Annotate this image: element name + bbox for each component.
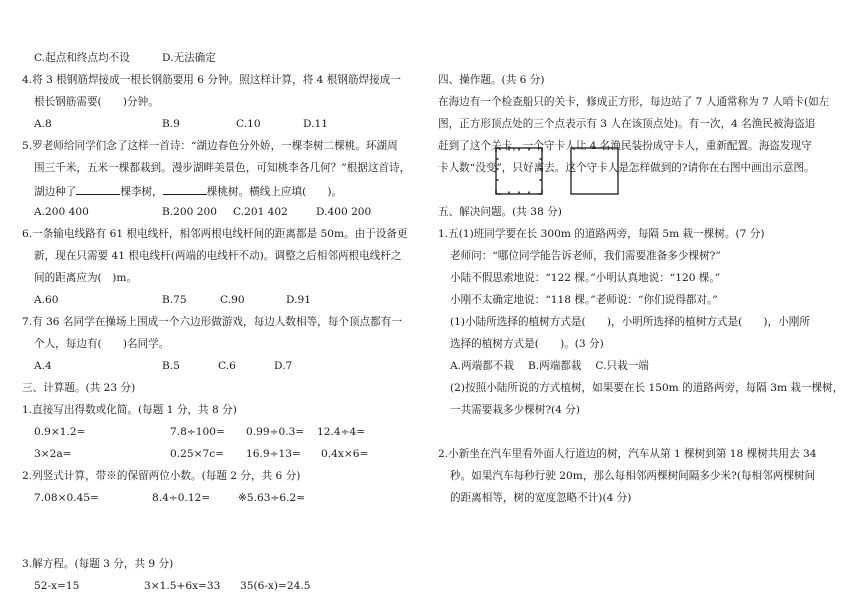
q4-option-b: B.9: [162, 118, 180, 130]
equation-item: 35(6-x)=24.5: [240, 580, 311, 592]
q7-option-b: B.5: [162, 360, 180, 372]
calc-item: 0.4x×6=: [321, 448, 369, 460]
sec4-text-line2: 图，正方形顶点处的三个点表示有 3 人在该顶点处)。有一次，4 名渔民被海盗追: [438, 118, 816, 130]
q5-option-d: D.400 200: [316, 206, 372, 218]
answer-blank: [76, 185, 120, 195]
q7-text-line2: 个人，每边有( )名同学。: [34, 338, 170, 350]
q5-option-a: A.200 400: [34, 206, 89, 218]
calc-item: 0.25×7c=: [170, 448, 225, 460]
sec5-q1-sub2-line2: 一共需要栽多少棵树?(4 分): [450, 404, 580, 416]
sec5-q1-options: A.两端都不栽 B.两端都栽 C.只栽一端: [450, 360, 649, 372]
answer-blank: [163, 185, 207, 195]
q3-option-c: C.起点和终点均不设: [34, 52, 130, 64]
q6-option-b: B.75: [162, 294, 187, 306]
calc-part3-instruction: 3.解方程。(每题 3 分，共 9 分): [22, 558, 174, 570]
sec5-q1-sub2-line1: (2)按照小陆所说的方式植树，如果要在长 150m 的道路两旁，每隔 3m 栽一棵树，: [450, 382, 844, 394]
calc-item: 0.9×1.2=: [34, 426, 86, 438]
vertical-calc-item: 8.4÷0.12=: [152, 492, 211, 504]
section-4-title: 四、操作题。(共 6 分): [438, 74, 545, 86]
sec5-q1-sub1-line2: 选择的植树方式是( )。(3 分): [450, 338, 604, 350]
sec5-q2-line2: 秒。如果汽车每秒行驶 20m，那么每相邻两棵树间隔多少米?(每相邻两棵树间: [450, 470, 816, 482]
sec5-q1-sub1-line1: (1)小陆所选择的植树方式是( )，小明所选择的植树方式是( )，小刚所: [450, 316, 810, 328]
q7-option-d: D.7: [274, 360, 293, 372]
sec5-q1-teacher: 老师问：“哪位同学能告诉老师，我们需要准备多少棵树?”: [450, 250, 721, 262]
q4-text-line2: 根长钢筋需要( )分钟。: [34, 96, 159, 108]
q4-option-a: A.8: [34, 118, 52, 130]
calc-item: 3×2a=: [34, 448, 72, 460]
q6-option-c: C.90: [220, 294, 245, 306]
q5-text-line1: 5.罗老师给同学们念了这样一首诗：“湖边春色分外娇，一棵李树二棵桃。环湖周: [22, 140, 398, 152]
q5-text-line3: [34, 185, 342, 198]
vertical-calc-item: 7.08×0.45=: [34, 492, 99, 504]
q4-option-d: D.11: [303, 118, 328, 130]
sec5-q1-xiaogang: 小刚不太确定地说：“118 棵。”老师说：“你们说得都对。”: [450, 294, 718, 306]
calc-part2-instruction: 2.列竖式计算，带※的保留两位小数。(每题 2 分，共 6 分): [22, 470, 301, 482]
q5-option-c: C.201 402: [233, 206, 288, 218]
q7-option-a: A.4: [34, 360, 52, 372]
q7-option-c: C.6: [218, 360, 236, 372]
sec4-text-line1: 在海边有一个检查船只的关卡，修成正方形，每边站了 7 人通常称为 7 人哨卡(如左: [438, 96, 830, 108]
sec5-q2-line3: 的距离相等，树的宽度忽略不计)(4 分): [450, 492, 632, 504]
q5-text-line2: 围三千米，五米一棵都栽到。漫步湖畔美景色，可知桃李各几何？”根据这首诗，: [34, 162, 411, 174]
sec5-q1-text: 1.五(1)班同学要在长 300m 的道路两旁，每隔 5m 栽一棵树。(7 分): [438, 228, 765, 240]
calc-item: 16.9÷13=: [246, 448, 301, 460]
q5-option-b: B.200 200: [162, 206, 217, 218]
q6-text-line3: 间的距离应为( )m。: [34, 272, 138, 284]
calc-part1-instruction: 1.直接写出得数或化简。(每题 1 分，共 8 分): [22, 404, 237, 416]
q4-text-line1: 4.将 3 根钢筋焊接成一根长钢筋要用 6 分钟。照这样计算，将 4 根钢筋焊接成一: [22, 74, 401, 86]
equation-item: 52-x=15: [34, 580, 80, 592]
q6-text-line1: 6.一条输电线路有 61 根电线杆，相邻两根电线杆间的距离都是 50m。由于设备更: [22, 228, 408, 240]
section-5-title: 五、解决问题。(共 38 分): [438, 206, 562, 218]
calc-item: 12.4÷4=: [317, 426, 366, 438]
q3-option-d: D.无法确定: [162, 52, 216, 64]
q6-option-d: D.91: [286, 294, 311, 306]
checkpoint-diagram-blank: [569, 145, 621, 197]
section-3-title: 三、计算题。(共 23 分): [22, 382, 136, 394]
calc-item: 0.99÷0.3=: [246, 426, 305, 438]
calc-item: 7.8÷100=: [170, 426, 225, 438]
q5-line3-part-a: 湖边种了: [34, 186, 77, 198]
sec5-q1-xiaolu: 小陆不假思索地说：“122 棵。”小明认真地说：“120 棵。”: [450, 272, 721, 284]
q4-option-c: C.10: [236, 118, 261, 130]
equation-item: 3×1.5+6x=33: [144, 580, 221, 592]
q5-line3-part-b: 棵李树，: [120, 186, 163, 198]
vertical-calc-item: ※5.63÷6.2≈: [238, 492, 306, 504]
q6-option-a: A.60: [34, 294, 59, 306]
sec4-text-line3: 赶到了这个关卡，一个守卡人让 4 名渔民装扮成守卡人，重新配置。海盗发现守: [438, 140, 812, 152]
sec4-text-line4: 卡人数“没变”，只好离去。这个守卡人是怎样做到的?请你在右图中画出示意图。: [438, 162, 815, 174]
q7-text-line1: 7.有 36 名同学在操场上围成一个六边形做游戏，每边人数相等，每个顶点都有一: [22, 316, 402, 328]
q5-line3-part-c: 棵桃树。横线上应填( )。: [206, 186, 343, 198]
sec5-q2-line1: 2.小新坐在汽车里看外面人行道边的树，汽车从第 1 棵树到第 18 棵树共用去 34: [438, 448, 817, 460]
checkpoint-diagram-example: [494, 145, 544, 197]
q6-text-line2: 新，现在只需要 41 根电线杆(两端的电线杆不动)。调整之后相邻两根电线杆之: [34, 250, 402, 262]
